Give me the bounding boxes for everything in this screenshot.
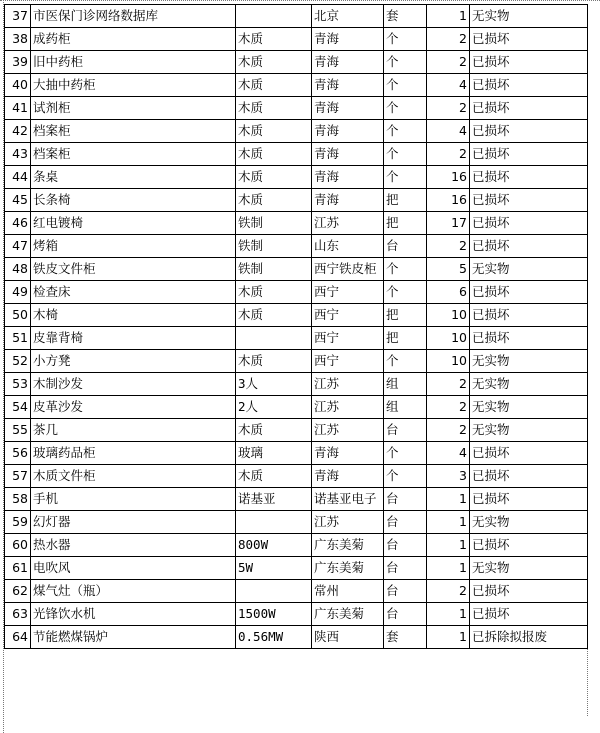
table-row (5, 120, 588, 143)
asset-table (4, 4, 588, 649)
item-status: 已损坏 (470, 534, 588, 557)
item-spec (236, 580, 312, 603)
item-unit: 台 (384, 534, 427, 557)
row-number: 64 (5, 626, 31, 649)
item-origin: 广东美菊 (312, 603, 384, 626)
item-name: 幻灯器 (31, 511, 236, 534)
row-number: 63 (5, 603, 31, 626)
item-spec: 木质 (236, 51, 312, 74)
item-status: 已损坏 (470, 212, 588, 235)
item-quantity: 2 (427, 580, 470, 603)
row-number: 41 (5, 97, 31, 120)
item-unit: 套 (384, 5, 427, 28)
item-spec: 木质 (236, 143, 312, 166)
item-name: 大抽中药柜 (31, 74, 236, 97)
item-origin: 西宁 (312, 304, 384, 327)
row-number: 47 (5, 235, 31, 258)
item-unit: 台 (384, 603, 427, 626)
item-spec: 木质 (236, 97, 312, 120)
item-quantity: 16 (427, 166, 470, 189)
table-row (5, 327, 588, 350)
item-origin: 青海 (312, 442, 384, 465)
row-number: 39 (5, 51, 31, 74)
item-spec: 5W (236, 557, 312, 580)
item-origin: 西宁铁皮柜 (312, 258, 384, 281)
row-number: 53 (5, 373, 31, 396)
item-status: 已损坏 (470, 580, 588, 603)
item-origin: 江苏 (312, 373, 384, 396)
item-unit: 台 (384, 557, 427, 580)
table-row (5, 258, 588, 281)
item-unit: 套 (384, 626, 427, 649)
item-quantity: 2 (427, 235, 470, 258)
item-unit: 把 (384, 327, 427, 350)
item-status: 已损坏 (470, 120, 588, 143)
item-unit: 台 (384, 511, 427, 534)
row-number: 46 (5, 212, 31, 235)
item-origin: 青海 (312, 143, 384, 166)
item-spec: 木质 (236, 189, 312, 212)
row-number: 44 (5, 166, 31, 189)
item-spec: 铁制 (236, 258, 312, 281)
item-status: 无实物 (470, 373, 588, 396)
item-unit: 个 (384, 442, 427, 465)
row-number: 62 (5, 580, 31, 603)
item-name: 电吹风 (31, 557, 236, 580)
item-unit: 组 (384, 396, 427, 419)
item-unit: 个 (384, 166, 427, 189)
row-number: 43 (5, 143, 31, 166)
table-row (5, 626, 588, 649)
table-row (5, 465, 588, 488)
item-quantity: 1 (427, 511, 470, 534)
table-row (5, 580, 588, 603)
item-quantity: 1 (427, 488, 470, 511)
item-quantity: 4 (427, 120, 470, 143)
item-name: 木椅 (31, 304, 236, 327)
item-name: 铁皮文件柜 (31, 258, 236, 281)
item-status: 无实物 (470, 419, 588, 442)
item-quantity: 1 (427, 557, 470, 580)
item-spec: 木质 (236, 74, 312, 97)
item-quantity: 3 (427, 465, 470, 488)
item-quantity: 5 (427, 258, 470, 281)
table-row (5, 212, 588, 235)
item-spec: 铁制 (236, 212, 312, 235)
item-quantity: 10 (427, 350, 470, 373)
item-spec (236, 327, 312, 350)
item-name: 市医保门诊网络数据库 (31, 5, 236, 28)
item-quantity: 16 (427, 189, 470, 212)
item-origin: 江苏 (312, 212, 384, 235)
item-quantity: 1 (427, 534, 470, 557)
item-status: 已损坏 (470, 465, 588, 488)
item-quantity: 2 (427, 97, 470, 120)
item-origin: 江苏 (312, 419, 384, 442)
item-quantity: 17 (427, 212, 470, 235)
item-name: 旧中药柜 (31, 51, 236, 74)
row-number: 52 (5, 350, 31, 373)
item-status: 已损坏 (470, 442, 588, 465)
item-unit: 台 (384, 235, 427, 258)
item-status: 已损坏 (470, 235, 588, 258)
row-number: 40 (5, 74, 31, 97)
item-quantity: 4 (427, 442, 470, 465)
table-row (5, 557, 588, 580)
item-name: 档案柜 (31, 143, 236, 166)
item-status: 已损坏 (470, 327, 588, 350)
item-spec: 木质 (236, 304, 312, 327)
item-status: 已损坏 (470, 189, 588, 212)
table-row (5, 97, 588, 120)
item-origin: 青海 (312, 120, 384, 143)
row-number: 49 (5, 281, 31, 304)
row-number: 60 (5, 534, 31, 557)
item-quantity: 2 (427, 51, 470, 74)
row-number: 38 (5, 28, 31, 51)
row-number: 59 (5, 511, 31, 534)
item-name: 皮革沙发 (31, 396, 236, 419)
item-unit: 个 (384, 28, 427, 51)
table-row (5, 5, 588, 28)
table-row (5, 143, 588, 166)
table-row (5, 511, 588, 534)
row-number: 48 (5, 258, 31, 281)
table-row (5, 419, 588, 442)
item-unit: 台 (384, 580, 427, 603)
item-name: 试剂柜 (31, 97, 236, 120)
item-name: 小方凳 (31, 350, 236, 373)
item-status: 已损坏 (470, 74, 588, 97)
item-unit: 把 (384, 189, 427, 212)
item-origin: 陕西 (312, 626, 384, 649)
item-spec: 木质 (236, 419, 312, 442)
item-unit: 把 (384, 212, 427, 235)
row-number: 61 (5, 557, 31, 580)
item-origin: 北京 (312, 5, 384, 28)
item-unit: 组 (384, 373, 427, 396)
item-quantity: 6 (427, 281, 470, 304)
item-quantity: 10 (427, 304, 470, 327)
item-name: 光锋饮水机 (31, 603, 236, 626)
item-name: 手机 (31, 488, 236, 511)
row-number: 56 (5, 442, 31, 465)
item-unit: 个 (384, 465, 427, 488)
item-status: 无实物 (470, 350, 588, 373)
item-quantity: 1 (427, 5, 470, 28)
item-quantity: 2 (427, 419, 470, 442)
item-origin: 诺基亚电子 (312, 488, 384, 511)
item-spec (236, 5, 312, 28)
item-name: 档案柜 (31, 120, 236, 143)
item-name: 烤箱 (31, 235, 236, 258)
item-name: 长条椅 (31, 189, 236, 212)
item-origin: 青海 (312, 28, 384, 51)
item-unit: 把 (384, 304, 427, 327)
asset-table-body (5, 5, 588, 649)
item-name: 皮靠背椅 (31, 327, 236, 350)
item-origin: 江苏 (312, 511, 384, 534)
item-spec: 木质 (236, 120, 312, 143)
item-status: 无实物 (470, 258, 588, 281)
item-origin: 广东美菊 (312, 557, 384, 580)
table-row (5, 74, 588, 97)
item-quantity: 2 (427, 28, 470, 51)
item-origin: 青海 (312, 74, 384, 97)
item-name: 条桌 (31, 166, 236, 189)
table-row (5, 51, 588, 74)
table-row (5, 373, 588, 396)
row-number: 50 (5, 304, 31, 327)
item-unit: 个 (384, 51, 427, 74)
item-origin: 广东美菊 (312, 534, 384, 557)
item-status: 已损坏 (470, 603, 588, 626)
row-number: 42 (5, 120, 31, 143)
table-row (5, 488, 588, 511)
row-number: 45 (5, 189, 31, 212)
item-name: 玻璃药品柜 (31, 442, 236, 465)
item-status: 已损坏 (470, 97, 588, 120)
item-quantity: 1 (427, 626, 470, 649)
item-spec: 铁制 (236, 235, 312, 258)
item-quantity: 4 (427, 74, 470, 97)
item-origin: 江苏 (312, 396, 384, 419)
item-name: 红电镀椅 (31, 212, 236, 235)
item-spec: 3人 (236, 373, 312, 396)
table-row (5, 534, 588, 557)
item-status: 无实物 (470, 5, 588, 28)
item-spec: 800W (236, 534, 312, 557)
item-name: 木制沙发 (31, 373, 236, 396)
item-quantity: 2 (427, 143, 470, 166)
item-unit: 个 (384, 143, 427, 166)
item-unit: 个 (384, 97, 427, 120)
item-name: 煤气灶（瓶） (31, 580, 236, 603)
item-spec: 玻璃 (236, 442, 312, 465)
item-spec: 诺基亚 (236, 488, 312, 511)
item-origin: 西宁 (312, 350, 384, 373)
item-status: 已损坏 (470, 281, 588, 304)
row-number: 51 (5, 327, 31, 350)
item-name: 成药柜 (31, 28, 236, 51)
item-name: 检查床 (31, 281, 236, 304)
row-number: 37 (5, 5, 31, 28)
table-row (5, 396, 588, 419)
item-quantity: 1 (427, 603, 470, 626)
item-spec: 木质 (236, 350, 312, 373)
table-row (5, 189, 588, 212)
item-spec (236, 511, 312, 534)
item-spec: 木质 (236, 281, 312, 304)
item-status: 已损坏 (470, 166, 588, 189)
item-spec: 木质 (236, 166, 312, 189)
table-row (5, 442, 588, 465)
item-origin: 常州 (312, 580, 384, 603)
item-status: 已损坏 (470, 51, 588, 74)
item-origin: 青海 (312, 51, 384, 74)
item-name: 热水器 (31, 534, 236, 557)
item-quantity: 10 (427, 327, 470, 350)
table-row (5, 304, 588, 327)
item-status: 已损坏 (470, 28, 588, 51)
item-origin: 青海 (312, 465, 384, 488)
item-origin: 西宁 (312, 281, 384, 304)
table-row (5, 281, 588, 304)
item-status: 无实物 (470, 396, 588, 419)
item-status: 已损坏 (470, 143, 588, 166)
item-quantity: 2 (427, 396, 470, 419)
item-spec: 2人 (236, 396, 312, 419)
item-unit: 个 (384, 350, 427, 373)
table-row (5, 28, 588, 51)
item-unit: 台 (384, 419, 427, 442)
item-name: 茶几 (31, 419, 236, 442)
table-row (5, 166, 588, 189)
item-quantity: 2 (427, 373, 470, 396)
item-origin: 西宁 (312, 327, 384, 350)
item-unit: 个 (384, 74, 427, 97)
table-row (5, 603, 588, 626)
table-row (5, 350, 588, 373)
item-spec: 1500W (236, 603, 312, 626)
table-row (5, 235, 588, 258)
item-unit: 个 (384, 281, 427, 304)
item-status: 已拆除拟报废 (470, 626, 588, 649)
item-origin: 山东 (312, 235, 384, 258)
item-unit: 台 (384, 488, 427, 511)
item-status: 已损坏 (470, 304, 588, 327)
item-status: 无实物 (470, 557, 588, 580)
item-status: 无实物 (470, 511, 588, 534)
item-unit: 个 (384, 120, 427, 143)
item-status: 已损坏 (470, 488, 588, 511)
item-origin: 青海 (312, 166, 384, 189)
item-origin: 青海 (312, 97, 384, 120)
item-name: 木质文件柜 (31, 465, 236, 488)
row-number: 54 (5, 396, 31, 419)
row-number: 57 (5, 465, 31, 488)
item-spec: 木质 (236, 28, 312, 51)
item-origin: 青海 (312, 189, 384, 212)
item-name: 节能燃煤锅炉 (31, 626, 236, 649)
row-number: 58 (5, 488, 31, 511)
row-number: 55 (5, 419, 31, 442)
item-spec: 木质 (236, 465, 312, 488)
item-spec: 0.56MW (236, 626, 312, 649)
item-unit: 个 (384, 258, 427, 281)
